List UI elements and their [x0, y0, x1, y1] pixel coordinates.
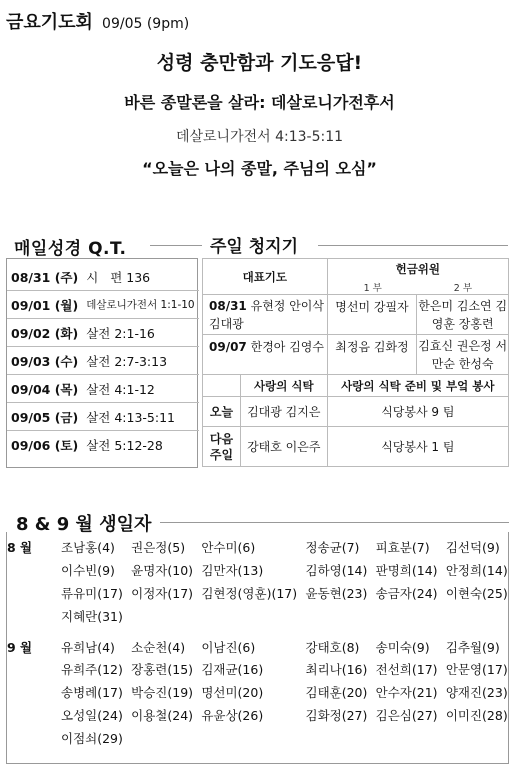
birthday-table — [7, 536, 508, 749]
birthday-name: 안수미(6) — [201, 540, 256, 556]
birthday-name: 김은심(27) — [375, 707, 438, 723]
sermon-title: “오늘은 나의 종말, 주님의 오심” — [142, 159, 377, 178]
birthday-name: 지혜란(31) — [61, 608, 123, 624]
qt-row — [7, 291, 199, 319]
birthday-name: 송금자(24) — [375, 585, 438, 601]
qt-passage: 살전 2:1-16 — [82, 319, 198, 347]
birthday-name: 김재균(16) — [201, 662, 264, 678]
birthday-row — [7, 704, 508, 727]
birthday-row — [7, 635, 508, 658]
birthday-name: 윤명자(10) — [131, 563, 194, 579]
birthday-name: 최리나(16) — [305, 662, 368, 678]
qt-date: 09/05 (금) — [7, 403, 82, 431]
qt-date: 09/01 (월) — [7, 291, 82, 319]
birthday-name: 안수자(21) — [375, 685, 438, 701]
qt-row — [7, 347, 199, 375]
col-prayer-header: 대표기도 — [203, 259, 328, 295]
birthday-row — [7, 681, 508, 704]
qt-date: 09/04 (목) — [7, 375, 82, 403]
qt-date: 09/02 (화) — [7, 319, 82, 347]
birthday-name: 유희남(4) — [61, 639, 115, 655]
qt-table — [7, 263, 199, 458]
birthday-name: 권은정(5) — [131, 540, 186, 556]
qt-title-rule — [150, 245, 202, 246]
qt-passage: 살전 5:12-28 — [82, 431, 198, 459]
birthday-name: 김만자(13) — [201, 563, 264, 579]
service-date: 09/05 (9pm) — [102, 16, 190, 32]
birthday-box — [6, 532, 509, 764]
birthday-name: 오성일(24) — [61, 707, 123, 723]
birthday-name: 김선덕(9) — [445, 540, 500, 556]
qt-row — [7, 431, 199, 459]
birthday-name: 이점쇠(29) — [61, 730, 123, 746]
duty-table — [202, 258, 509, 467]
birthday-name: 유희주(12) — [61, 662, 123, 678]
birthday-name: 송미숙(9) — [375, 639, 430, 655]
qt-date: 08/31 (주) — [11, 269, 79, 285]
qt-passage: 살전 2:7-3:13 — [82, 347, 198, 375]
birthday-name: 안문영(17) — [445, 662, 508, 678]
qt-date: 09/06 (토) — [7, 431, 82, 459]
duty-row: 09/07 한경아 김영수 최정음 김화정 김효신 권은정 서만순 한성숙 — [203, 335, 509, 375]
birthday-name: 이용철(24) — [131, 707, 194, 723]
meal-row: 오늘 김대광 김지은 식당봉사 9 팀 — [203, 397, 509, 427]
series-subtitle: 바른 종말론을 살라: 데살로니가전후서 — [124, 93, 395, 112]
birthday-name: 김하영(14) — [305, 563, 368, 579]
duty-title: 주일 청지기 — [210, 237, 299, 257]
qt-passage: 살전 4:1-12 — [82, 375, 198, 403]
qt-title: 매일성경 Q.T. — [14, 239, 127, 259]
meal-row: 다음 주일 강태호 이은주 식당봉사 1 팀 — [203, 427, 509, 467]
birthday-name: 이수빈(9) — [61, 563, 115, 579]
qt-passage: 시 편 136 — [86, 269, 151, 285]
birthday-name: 김추월(9) — [445, 639, 500, 655]
birthday-title-rule — [160, 522, 509, 523]
offering-sub1: 1 부 — [363, 283, 382, 294]
service-header — [6, 8, 189, 34]
month-label: 8 월 — [7, 540, 33, 556]
birthday-name: 윤동현(23) — [305, 585, 368, 601]
birthday-row — [7, 582, 508, 605]
birthday-name: 송병례(17) — [61, 685, 123, 701]
birthday-name: 정송균(7) — [305, 540, 360, 556]
birthday-name: 이미진(28) — [445, 707, 508, 723]
birthday-name: 안정희(14) — [445, 563, 508, 579]
qt-date: 09/03 (수) — [7, 347, 82, 375]
qt-passage: 데살로니가전서 1:1-10 — [82, 291, 198, 319]
birthday-name: 조남홍(4) — [61, 540, 115, 556]
col-offering-header: 헌금위원 1 부 2 부 — [327, 259, 508, 295]
service-name: 금요기도회 — [6, 12, 93, 33]
qt-row — [7, 319, 199, 347]
month-label: 9 월 — [7, 639, 33, 655]
scripture-reference: 데살로니가전서 4:13-5:11 — [175, 129, 344, 145]
birthday-row — [7, 559, 508, 582]
birthday-name: 이현숙(25) — [445, 585, 508, 601]
birthday-name: 소순천(4) — [131, 639, 186, 655]
birthday-name: 김태훈(20) — [305, 685, 368, 701]
birthday-name: 전선희(17) — [375, 662, 438, 678]
birthday-name: 이남진(6) — [201, 639, 256, 655]
duty-title-rule — [318, 245, 508, 246]
col-service-header: 사랑의 식탁 준비 및 부엌 봉사 — [327, 375, 508, 397]
birthday-name: 이정자(17) — [131, 585, 194, 601]
qt-row — [7, 263, 199, 291]
qt-passage: 살전 4:13-5:11 — [82, 403, 198, 431]
birthday-name: 판명희(14) — [375, 563, 438, 579]
birthday-row — [7, 604, 508, 627]
birthday-name: 피효분(7) — [375, 540, 430, 556]
main-title: 성령 충만함과 기도응답! — [156, 52, 363, 74]
birthday-name: 류유미(17) — [61, 585, 123, 601]
qt-box — [6, 258, 198, 468]
qt-row — [7, 403, 199, 431]
birthday-name: 장홍련(15) — [131, 662, 194, 678]
birthday-title: 8 & 9 월 생일자 — [16, 514, 152, 535]
birthday-row — [7, 536, 508, 559]
birthday-name: 유윤상(26) — [201, 707, 264, 723]
birthday-name: 김현정(영훈)(17) — [201, 585, 298, 601]
birthday-row — [7, 726, 508, 749]
birthday-name: 양재진(23) — [445, 685, 508, 701]
birthday-name: 명선미(20) — [201, 685, 264, 701]
birthday-name: 박승진(19) — [131, 685, 194, 701]
birthday-name: 강태호(8) — [305, 639, 360, 655]
birthday-name: 김화정(27) — [305, 707, 368, 723]
month-spacer — [7, 627, 508, 635]
birthday-row — [7, 658, 508, 681]
duty-row: 08/31 유현정 안이삭 김대광 명선미 강필자 한은미 김소연 김영훈 장홍련 — [203, 295, 509, 335]
col-meal-header: 사랑의 식탁 — [240, 375, 327, 397]
offering-sub2: 2 부 — [453, 283, 473, 294]
qt-row — [7, 375, 199, 403]
